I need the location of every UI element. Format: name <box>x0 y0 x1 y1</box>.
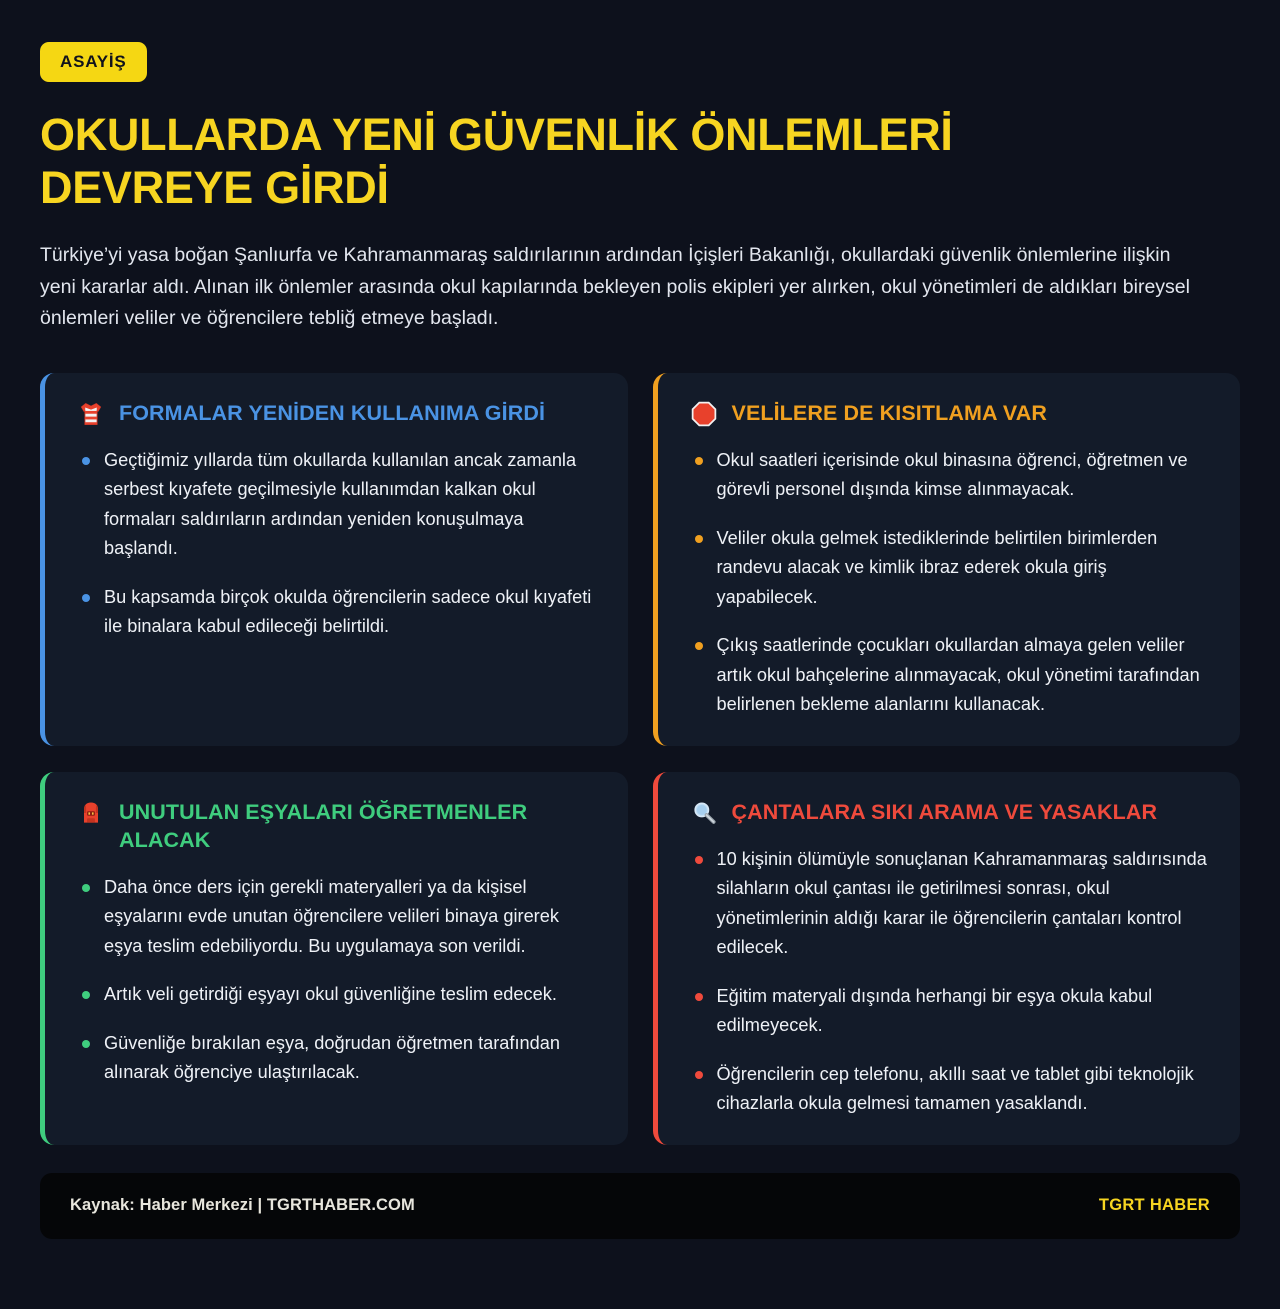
list-item: Okul saatleri içerisinde okul binasına öğrenci, öğretmen ve görevli personel dışında kimse alınmayacak. <box>690 446 1211 505</box>
card-grid <box>40 373 1240 1145</box>
footer-source: Kaynak: Haber Merkezi | TGRTHABER.COM <box>70 1196 415 1215</box>
list-item: Güvenliğe bırakılan eşya, doğrudan öğretmen tarafından alınarak öğrenciye ulaştırılacak. <box>77 1029 598 1088</box>
card-header <box>690 798 1211 827</box>
footer <box>40 1173 1240 1239</box>
card-title: UNUTULAN EŞYALARI ÖĞRETMENLER ALACAK <box>119 799 528 852</box>
card-title: ÇANTALARA SIKI ARAMA VE YASAKLAR <box>731 799 1158 824</box>
running-shirt-icon <box>77 400 105 428</box>
list-item: Eğitim materyali dışında herhangi bir eşya okula kabul edilmeyecek. <box>690 982 1211 1041</box>
card-bullet-list <box>690 446 1211 720</box>
card-title: VELİLERE DE KISITLAMA VAR <box>731 400 1047 425</box>
card-bullet-list <box>77 873 598 1088</box>
category-badge: ASAYİŞ <box>40 42 147 82</box>
card-header <box>690 399 1211 428</box>
card-header <box>77 399 598 428</box>
card-formalar <box>40 373 628 746</box>
list-item: Geçtiğimiz yıllarda tüm okullarda kullanılan ancak zamanla serbest kıyafete geçilmesiyle kullanımdan kalkan okul formaları saldırıların ardından yeniden konuşulmaya başlandı. <box>77 446 598 564</box>
page-title: OKULLARDA YENİ GÜVENLİK ÖNLEMLERİ DEVREYE GİRDİ <box>40 109 953 214</box>
list-item: Veliler okula gelmek istediklerinde belirtilen birimlerden randevu alacak ve kimlik ibraz ederek okula giriş yapabilecek. <box>690 524 1211 612</box>
list-item: 10 kişinin ölümüyle sonuçlanan Kahramanmaraş saldırısında silahların okul çantası ile getirilmesi sonrası, okul yönetimlerinin aldığı karar ile öğrencilerin çantaları kontrol edilecek. <box>690 845 1211 963</box>
header <box>40 0 1240 335</box>
backpack-icon <box>77 799 105 827</box>
card-bullet-list <box>77 446 598 642</box>
footer-brand: TGRT HABER <box>1098 1196 1210 1215</box>
list-item: Bu kapsamda birçok okulda öğrencilerin sadece okul kıyafeti ile binalara kabul edileceği belirtildi. <box>77 583 598 642</box>
card-canta-arama <box>653 772 1241 1145</box>
card-velilere-kisitlama <box>653 373 1241 746</box>
summary-paragraph: Türkiye’yi yasa boğan Şanlıurfa ve Kahramanmaraş saldırılarının ardından İçişleri Bakanlığı, okullardaki güvenlik önlemlerine ilişkin yeni kararlar aldı. Alınan ilk önlemler arasında okul kapılarında bekleyen polis ekipleri yer alırken, okul yönetimleri de aldıkları bireysel önlemleri veliler ve öğrencilere tebliğ etmeye başladı. <box>40 244 1190 330</box>
list-item: Daha önce ders için gerekli materyalleri ya da kişisel eşyalarını evde unutan öğrencilere velileri binaya girerek eşya teslim edebiliyordu. Bu uygulamaya son verildi. <box>77 873 598 961</box>
list-item: Çıkış saatlerinde çocukları okullardan almaya gelen veliler artık okul bahçelerine alınmayacak, okul yönetimi tarafından belirlenen bekleme alanlarını kullanacak. <box>690 631 1211 719</box>
card-title: FORMALAR YENİDEN KULLANIMA GİRDİ <box>119 400 546 425</box>
list-item: Artık veli getirdiği eşyayı okul güvenliğine teslim edecek. <box>77 980 598 1009</box>
list-item: Öğrencilerin cep telefonu, akıllı saat ve tablet gibi teknolojik cihazlarla okula gelmesi tamamen yasaklandı. <box>690 1060 1211 1119</box>
card-bullet-list <box>690 845 1211 1119</box>
stop-sign-icon <box>690 400 718 428</box>
card-unutulan-esyalar <box>40 772 628 1145</box>
magnifying-glass-icon <box>690 799 718 827</box>
card-header <box>77 798 598 855</box>
